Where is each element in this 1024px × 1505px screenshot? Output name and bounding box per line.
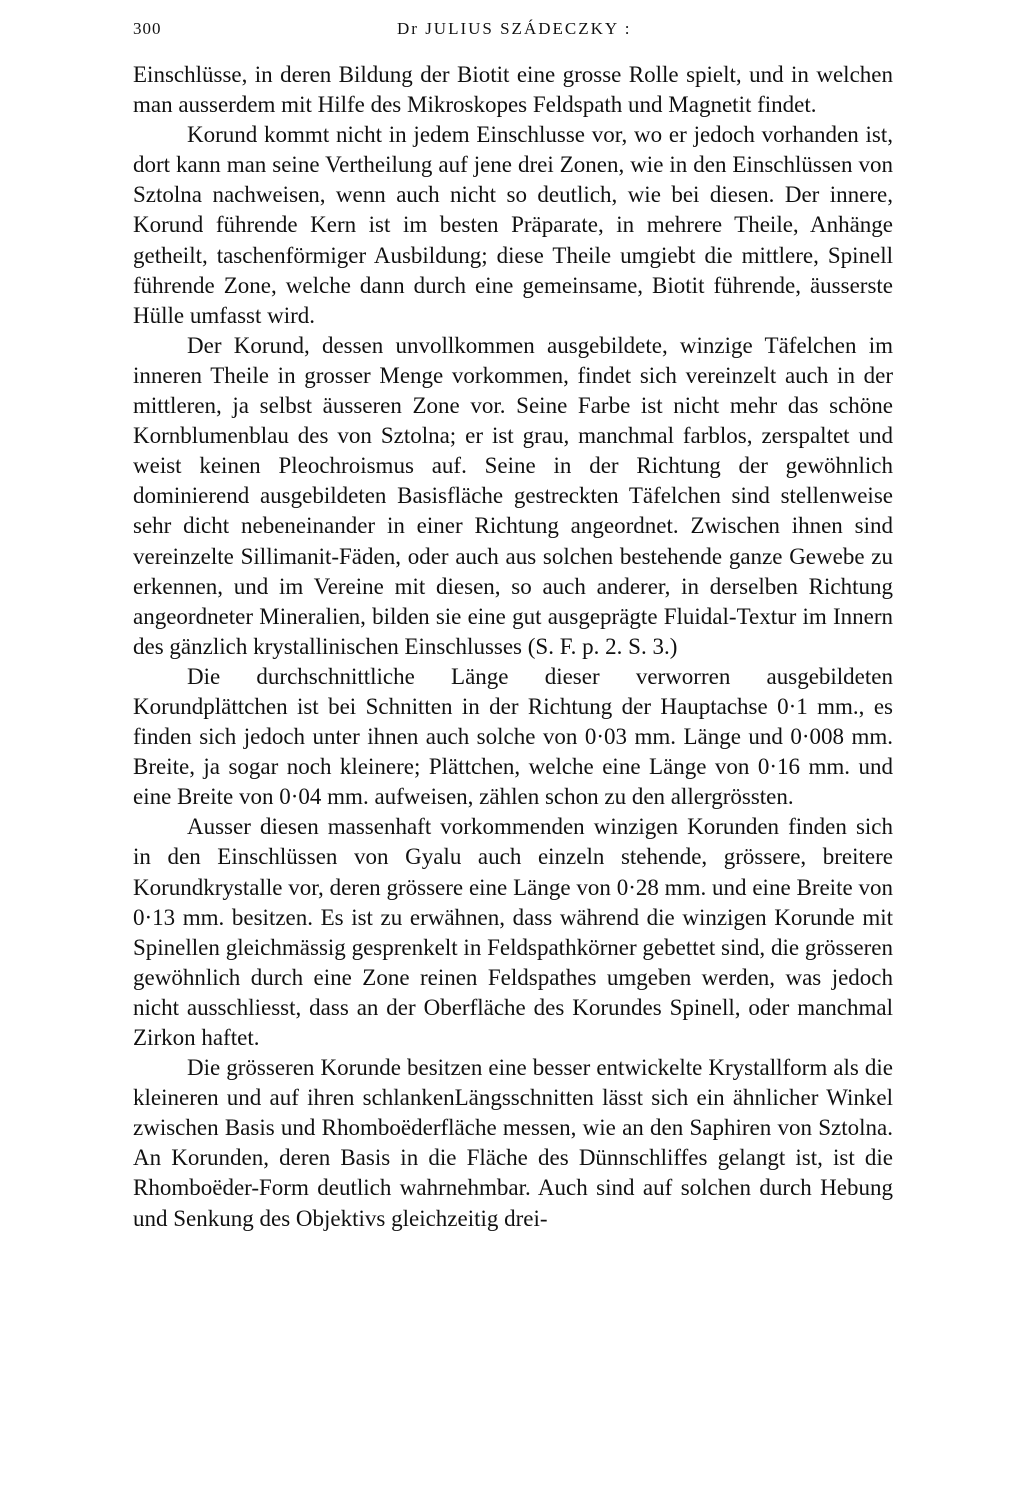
paragraph-6: Die grösseren Korunde besitzen eine besser entwickelte Krystallform als die kleineren und auf ihren schlankenLängsschnitten lässt sich ein ähnlicher Winkel zwischen Basis und Rhomboëderfläche messen, wie an den Saphiren von Sztolna. An Korunden, deren Basis in die Fläche des Dünnschliffes gelangt ist, ist die Rhomboëder-Form deutlich wahrnehmbar. Auch sind auf solchen durch Hebung und Senkung des Objektivs gleichzeitig drei- [133,1055,893,1231]
paragraph-1: Einschlüsse, in deren Bildung der Biotit eine grosse Rolle spielt, und in welchen man ausserdem mit Hilfe des Mikroskopes Feldspath und Magnetit findet. [133,62,893,118]
paragraph-5: Ausser diesen massenhaft vorkommenden winzigen Korunden finden sich in den Einschlüssen von Gyalu auch einzeln stehende, grössere, breitere Korundkrystalle vor, deren grössere eine Länge von 0·28 mm. und eine Breite von 0·13 mm. besitzen. Es ist zu erwähnen, dass während die winzigen Korunde mit Spinellen gleichmässig gesprenkelt in Feldspathkörner gebettet sind, die grösseren gewöhnlich durch eine Zone reinen Feldspathes umgeben werden, was jedoch nicht ausschliesst, dass an der Oberfläche des Korundes Spinell, oder manchmal Zirkon haftet. [133,814,893,1050]
document-page [133,0,893,1234]
body-text [133,60,893,1234]
running-title: Dr JULIUS SZÁDECZKY : [397,19,632,38]
page-number: 300 [133,19,162,38]
paragraph-4: Die durchschnittliche Länge dieser verworren ausgebildeten Korundplättchen ist bei Schnitten in der Richtung der Hauptachse 0·1 mm., es finden sich jedoch unter ihnen auch solche von 0·03 mm. Länge und 0·008 mm. Breite, ja sogar noch kleinere; Plättchen, welche eine Länge von 0·16 mm. und eine Breite von 0·04 mm. aufweisen, zählen schon zu den allergrössten. [133,663,893,810]
running-header [133,0,893,60]
paragraph-2: Korund kommt nicht in jedem Einschlusse vor, wo er jedoch vorhanden ist, dort kann man seine Vertheilung auf jene drei Zonen, wie in den Einschlüssen von Sztolna nachweisen, wenn auch nicht so deutlich, wie bei diesen. Der innere, Korund führende Kern ist im besten Präparate, in mehrere Theile, Anhänge getheilt, taschenförmiger Ausbildung; diese Theile umgiebt die mittlere, Spinell führende Zone, welche dann durch eine gemeinsame, Biotit führende, äusserste Hülle umfasst wird. [133,122,893,328]
paragraph-3: Der Korund, dessen unvollkommen ausgebildete, winzige Täfelchen im inneren Theile in grosser Menge vorkommen, findet sich vereinzelt auch in der mittleren, ja selbst äusseren Zone vor. Seine Farbe ist nicht mehr das schöne Kornblumenblau des von Sztolna; er ist grau, manchmal farblos, zerspaltet und weist keinen Pleochroismus auf. Seine in der Richtung der gewöhnlich dominierend ausgebildeten Basisfläche gestreckten Täfelchen sind stellenweise sehr dicht nebeneinander in einer Richtung angeordnet. Zwischen ihnen sind vereinzelte Sillimanit-Fäden, oder auch aus solchen bestehende ganze Gewebe zu erkennen, und im Vereine mit diesen, so auch anderer, in derselben Richtung angeordneter Mineralien, bilden sie eine gut ausgeprägte Fluidal-Textur im Innern des gänzlich krystallinischen Einschlusses (S. F. p. 2. S. 3.) [133,332,893,659]
